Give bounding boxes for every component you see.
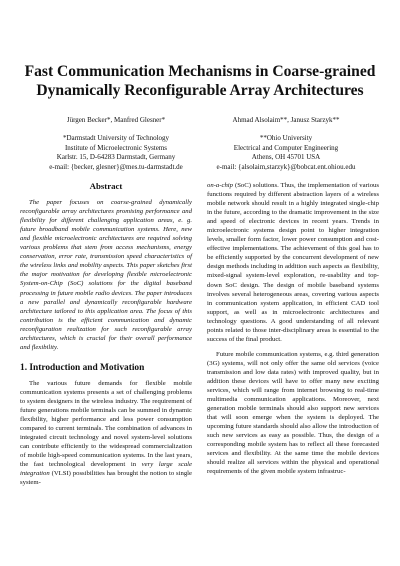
author-names-left: Jürgen Becker*, Manfred Glesner* bbox=[66, 116, 166, 124]
left-column bbox=[20, 180, 192, 487]
section-1-paragraph-1 bbox=[20, 379, 192, 488]
section-1-heading: 1. Introduction and Motivation bbox=[20, 362, 145, 373]
right-paragraph-1-text: (SoC) solutions. Thus, the implementation of various functions required by different abstraction layers of a wireless mobile network should result in a highly integrated single-chip in the future, according to the dramatic improvement in the size and speed of electronic devices in recent years. Trends in microelectronic systems design point to higher integration levels, smaller form factor, lower power consumption and cost-effective implementations. The achievement of this goal has to be efficiently supported by the concurrent development of new design methods including in addition such aspects as flexibility, mixed-signal system-level exploration, re-usability and top-down SoC design. The design of mobile baseband systems involves several heterogeneous areas, covering various aspects in communication system application, in efficient CAD tool support, as well as in microelectronic architectures and technology questions. A good understanding of all relevant points related to those inter-disciplinary areas is essential to the success of the final product. bbox=[207, 182, 379, 343]
author-block-right bbox=[200, 116, 372, 172]
section-1-text-b: (VLSI) possibilities has brought the notion to single system- bbox=[20, 470, 192, 487]
abstract-text: The paper focuses on coarse-grained dynamically reconfigurable array architectures promising performance and flexibility for different challenging application areas, e. g. future broadband mobile communication systems. Here, new and flexible microelectronic architectures are required solving various problems that stem from access mechanisms, energy conservation, error rate, transmission speed characteristics of the wireless links and mobility aspects. This paper sketches first the major motivation for developing flexible microelectronic System-on-Chip (SoC) solutions for the digital baseband processing in future mobile radio devices. The paper introduces a new parallel and dynamically reconfigurable hardware architecture tailored to this application area. The focus of this contribution is the efficient communication and dynamic reconfiguration realization for such reconfigurable array architectures, which is crucial for their overall performance and flexibility. bbox=[20, 199, 192, 351]
abstract-heading: Abstract bbox=[89, 181, 123, 191]
affiliation-left-line2: Institute of Microelectronic Systems bbox=[64, 143, 168, 152]
right-paragraph-1 bbox=[207, 181, 379, 344]
affiliation-right-line1: **Ohio University bbox=[259, 134, 313, 143]
title-line-1: Fast Communication Mechanisms in Coarse-grained bbox=[24, 63, 376, 80]
right-paragraph-2: Future mobile communication systems, e.g. third generation (3G) systems, will not only offer the same old services (voice transmission and low data rates) with improved quality, but in addition these devices will have to offer many new exciting services, which will range from internet browsing to real-time multimedia communication applications. Moreover, next generation mobile terminals should also support new services that will soon emerge when the system is deployed. The upcoming future standards should also allow the introduction of such new services as easy as possible. Thus, the design of a corresponding mobile system has to reflect all these forecasted services and flexibility. At the same time the mobile devices should realize all services within the physical and operational requirements of the given mobile system infrastruc- bbox=[207, 350, 379, 476]
affiliation-right-email: e-mail: {alsolaim,starzyk}@bobcat.ent.ohiou.edu bbox=[216, 162, 356, 171]
paper-title bbox=[20, 62, 380, 100]
section-1-emphasis: very large scale integration bbox=[20, 461, 192, 478]
section-1-text-a: The various future demands for flexible mobile communication systems presents a set of challenging problems to system designers in the wireless industry. The requirement of future generations mobile terminals can be summed in dynamic flexibility, higher performance and less power consumption compared to current terminals. The combination of advances in integrated circuit technology and novel system-level solutions can contribute efficiently to the widespread commercialization of mobile high-speed communication systems. In the last years, the fast technological development in bbox=[20, 379, 192, 469]
affiliation-right bbox=[200, 134, 372, 172]
affiliation-left-email: e-mail: {becker, glesner}@mes.tu-darmstadt.de bbox=[49, 162, 183, 171]
right-paragraph-1-emphasis: on-a-chip bbox=[207, 182, 233, 189]
author-block-left bbox=[30, 116, 202, 172]
title-line-2: Dynamically Reconfigurable Array Architectures bbox=[36, 82, 364, 99]
affiliation-right-line2: Electrical and Computer Engineering bbox=[233, 143, 339, 152]
affiliation-left-line1: *Darmstadt University of Technology bbox=[62, 134, 170, 143]
affiliation-left bbox=[30, 134, 202, 172]
author-names-right: Ahmad Alsolaim**, Janusz Starzyk** bbox=[232, 116, 340, 124]
affiliation-right-line3: Athens, OH 45701 USA bbox=[251, 153, 321, 162]
affiliation-left-line3: Karlstr. 15, D-64283 Darmstadt, Germany bbox=[56, 153, 176, 162]
right-column bbox=[207, 180, 379, 477]
